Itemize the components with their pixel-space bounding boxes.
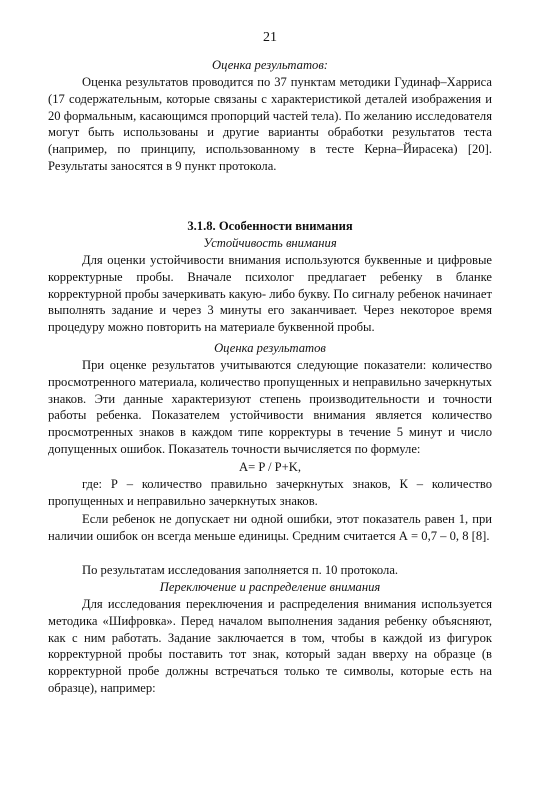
eval2-heading: Оценка результатов: [214, 341, 326, 355]
formula-where: где: Р – количество правильно зачеркнутых знаков, К – количество пропущенных и неправильно зачеркнутых знаков.: [48, 477, 492, 508]
page-number: 21: [263, 30, 277, 45]
stability-paragraph: Для оценки устойчивости внимания используются буквенные и цифровые корректурные пробы. Вначале психолог предлагает ребенку в бланке корректурной пробы зачеркивать какую- либо букву. По сигналу ребенок начинает выполнять задание и через 3 минуты его заканчивает. Через некоторое время процедуру можно повторить на материале буквенной пробы.: [48, 253, 492, 335]
stability-heading: Устойчивость внимания: [203, 236, 337, 250]
switching-paragraph: Для исследования переключения и распределения внимания используется методика «Шифровка». Перед началом выполнения задания ребенку объясняют, как с ним работать. Задание заключается в том, чтобы в каждой из фигурок корректурной пробы поставить тот знак, который задан вверху на образце (в корректурной пробе должны встречаться только те символы, которые есть на образце), например:: [48, 597, 492, 695]
eval2-paragraph-2: Если ребенок не допускает ни одной ошибки, этот показатель равен 1, при наличии ошибок он всегда меньше единицы. Средним считается А = 0,7 – 0, 8 [8].: [48, 512, 492, 543]
eval1-heading: Оценка результатов:: [211, 58, 329, 72]
eval2-paragraph-3: По результатам исследования заполняется п. 10 протокола.: [82, 563, 399, 577]
formula: A= P / P+K,: [238, 460, 302, 474]
eval1-paragraph: Оценка результатов проводится по 37 пунктам методики Гудинаф–Харриса (17 содержательным, которые связаны с характеристикой деталей изображения и 20 формальным, касающимся пропорций частей тела). По желанию исследователя могут быть использованы и другие варианты обработки результатов теста (например, по принципу, использованному в тесте Керна–Йирасека) [20]. Результаты заносятся в 9 пункт протокола.: [48, 75, 492, 173]
eval2-paragraph-1: При оценке результатов учитываются следующие показатели: количество просмотренного материала, количество пропущенных и неправильно зачеркнутых знаков. Эти данные характеризуют степень производительности и точности работы ребенка. Показателем устойчивости внимания является количество просмотренных знаков в каждом типе корректуры в течение 5 минут и число допущенных ошибок. Показатель точности вычисляется по формуле:: [48, 358, 492, 456]
section-title: 3.1.8. Особенности внимания: [187, 219, 353, 233]
switching-heading: Переключение и распределение внимания: [159, 580, 381, 594]
